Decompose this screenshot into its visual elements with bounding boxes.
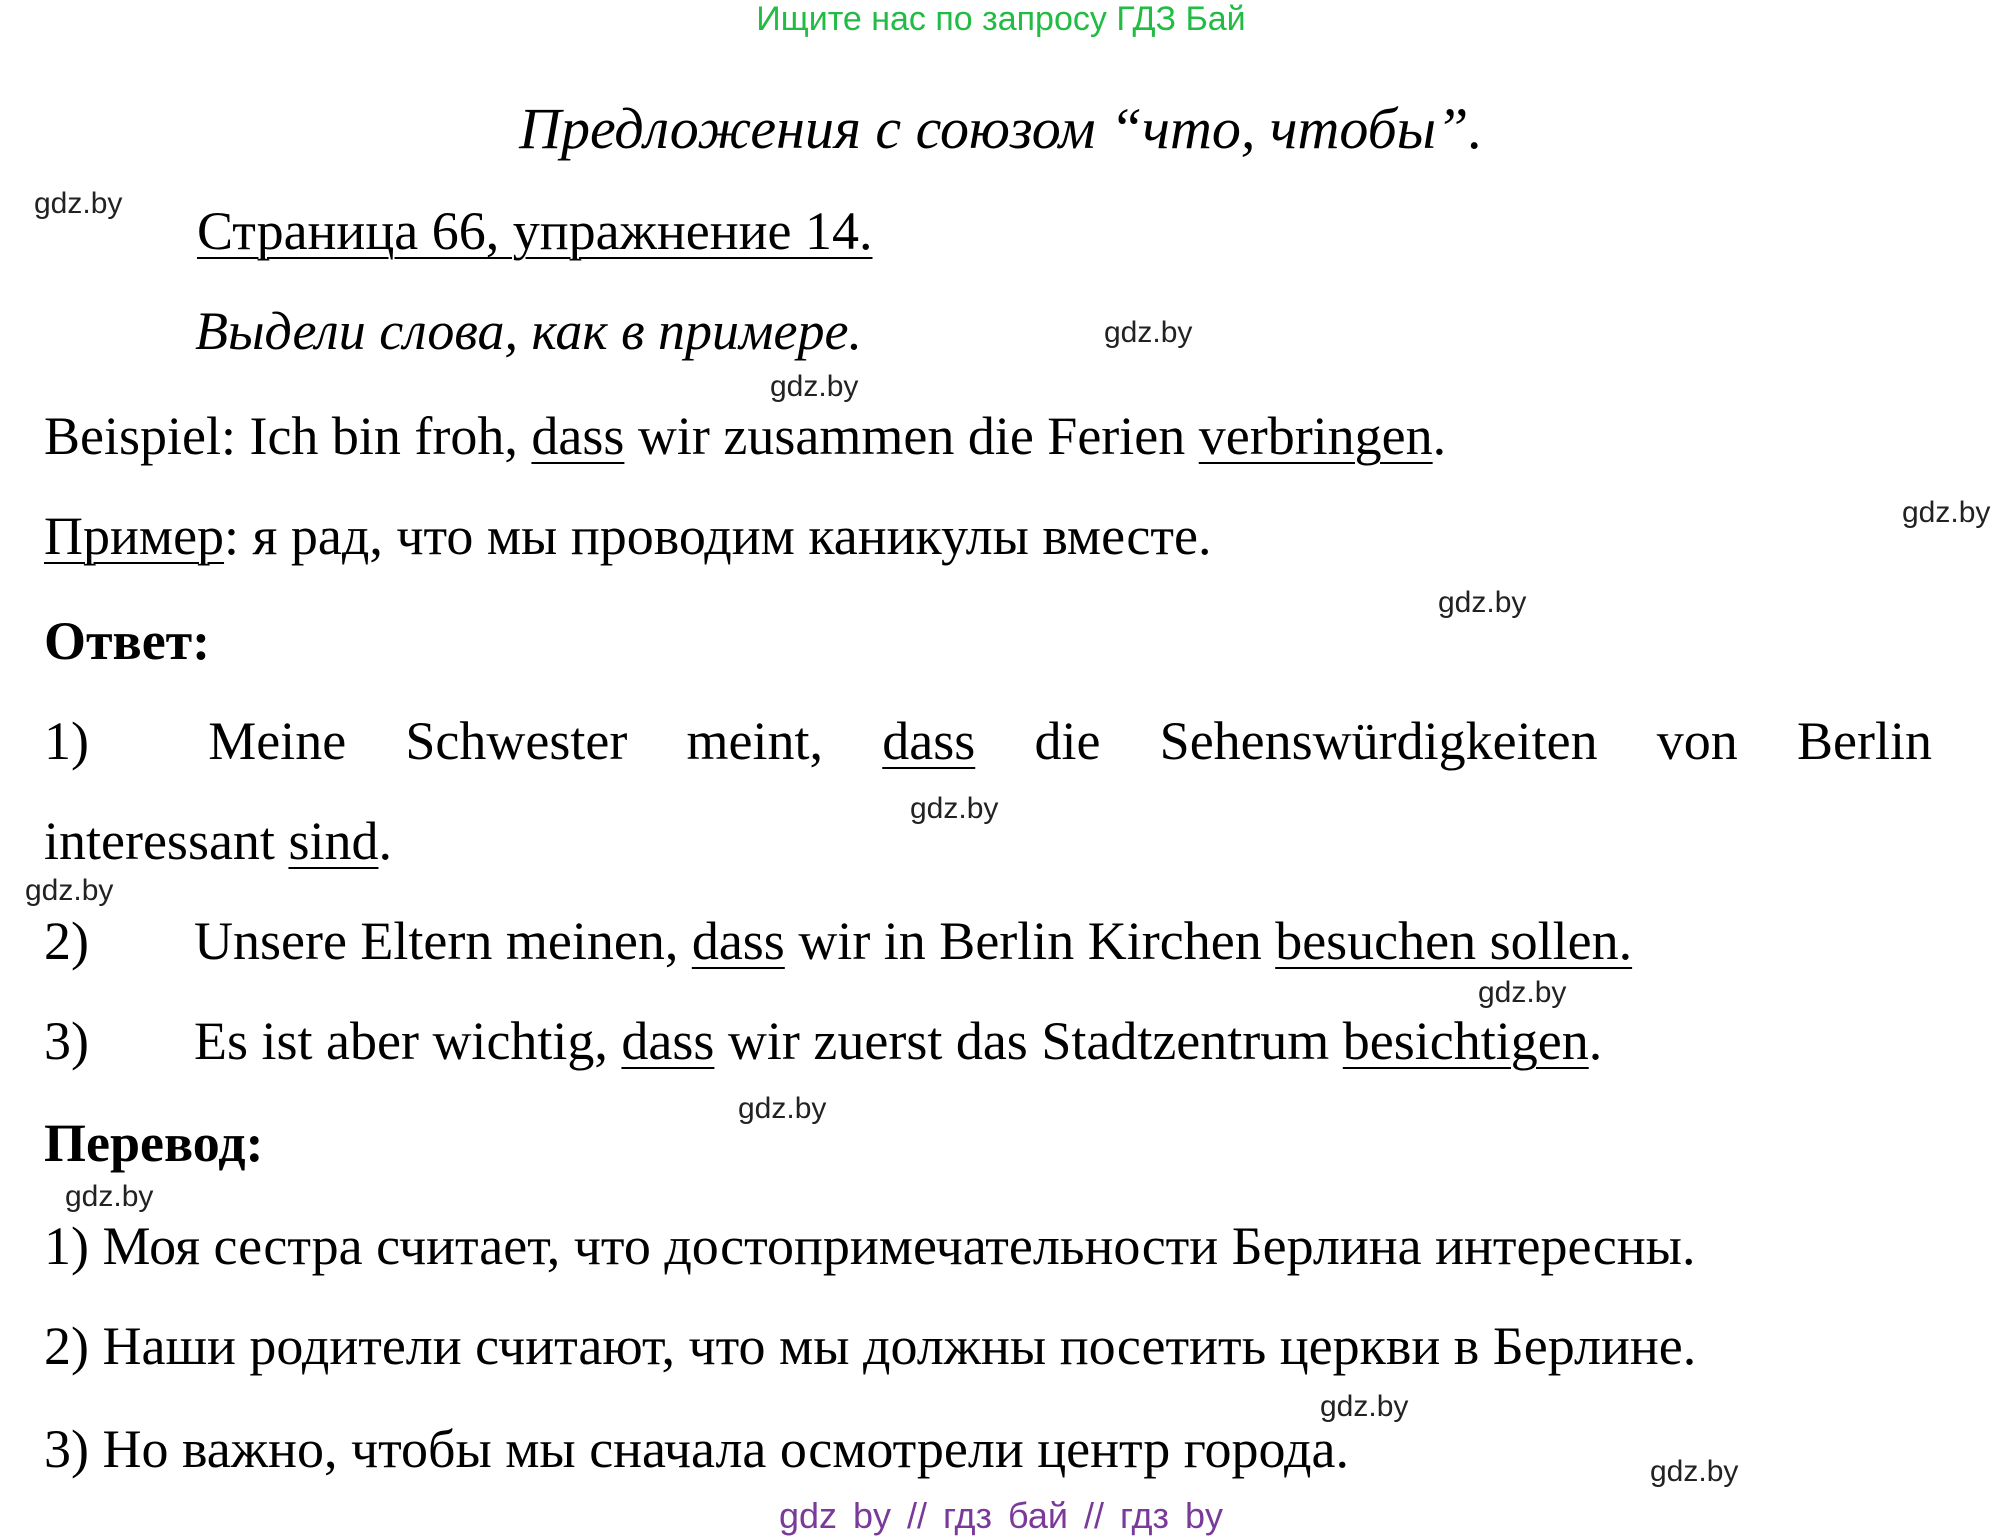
answer-1-verb: sind <box>288 811 379 871</box>
answer-1-number: 1) <box>44 711 89 771</box>
watermark: gdz.by <box>1438 586 1527 619</box>
answer-3 <box>44 1010 1602 1072</box>
exercise-instruction: Выдели слова, как в примере. <box>195 301 862 361</box>
answer-1-line-1 <box>44 710 1932 772</box>
answer-3-verb: besichtigen <box>1342 1011 1589 1071</box>
watermark: gdz.by <box>1902 496 1991 529</box>
search-banner: Ищите нас по запросу ГДЗ Бай <box>756 0 1246 38</box>
answer-1-word: Schwester <box>405 711 628 771</box>
page-title: Предложения с союзом “что, чтобы”. <box>519 96 1483 161</box>
example-translation-text: : я рад, что мы проводим каникулы вместе. <box>224 506 1212 566</box>
exercise-heading: Страница 66, упражнение 14. <box>197 201 873 261</box>
answer-1-word: die <box>1034 711 1101 771</box>
answer-3-middle: wir zuerst das Stadtzentrum <box>714 1011 1343 1071</box>
answer-2-verb: besuchen sollen. <box>1275 911 1633 971</box>
watermark: gdz.by <box>738 1092 827 1125</box>
answer-1-word: meint, <box>686 711 824 771</box>
answer-3-conjunction: dass <box>621 1011 715 1071</box>
answer-label: Ответ: <box>44 611 211 671</box>
translation-2: 2) Наши родители считают, что мы должны посетить церкви в Берлине. <box>44 1316 1697 1376</box>
watermark: gdz.by <box>25 874 114 907</box>
example-middle: wir zusammen die Ferien <box>624 406 1199 466</box>
example-sentence <box>44 405 1446 467</box>
translation-1: 1) Моя сестра считает, что достопримечательности Берлина интересны. <box>44 1216 1696 1276</box>
answer-1-word: Sehenswürdigkeiten <box>1159 711 1598 771</box>
watermark: gdz.by <box>770 370 859 403</box>
answer-3-suffix: . <box>1588 1011 1603 1071</box>
answer-3-prefix: Es ist aber wichtig, <box>194 1011 622 1071</box>
answer-1-word: von <box>1656 711 1738 771</box>
answer-2 <box>44 910 1632 972</box>
watermark: gdz.by <box>1478 976 1567 1009</box>
answer-2-conjunction: dass <box>691 911 785 971</box>
translation-3: 3) Но важно, чтобы мы сначала осмотрели центр города. <box>44 1419 1349 1479</box>
footer-links: gdz by // гдз бай // гдз by <box>778 1495 1224 1536</box>
answer-1-line2-prefix: interessant <box>44 811 289 871</box>
watermark: gdz.by <box>34 187 123 220</box>
example-verb: verbringen <box>1198 406 1433 466</box>
watermark: gdz.by <box>65 1180 154 1213</box>
example-translation <box>44 505 1211 567</box>
answer-3-number: 3) <box>44 1011 89 1071</box>
example-suffix: . <box>1432 406 1447 466</box>
answer-1-word: Berlin <box>1797 711 1932 771</box>
translation-label: Перевод: <box>44 1113 264 1173</box>
answer-1-word: Meine <box>208 711 347 771</box>
example-conjunction: dass <box>531 406 625 466</box>
watermark: gdz.by <box>910 792 999 825</box>
watermark: gdz.by <box>1650 1455 1739 1488</box>
example-translation-label: Пример <box>44 506 225 566</box>
answer-2-middle: wir in Berlin Kirchen <box>784 911 1276 971</box>
answer-2-prefix: Unsere Eltern meinen, <box>194 911 692 971</box>
answer-2-number: 2) <box>44 911 89 971</box>
answer-1-conjunction: dass <box>882 711 976 771</box>
watermark: gdz.by <box>1320 1390 1409 1423</box>
answer-1-suffix: . <box>378 811 392 871</box>
example-prefix: Beispiel: Ich bin froh, <box>44 406 532 466</box>
answer-1-line-2 <box>44 810 392 872</box>
watermark: gdz.by <box>1104 316 1193 349</box>
